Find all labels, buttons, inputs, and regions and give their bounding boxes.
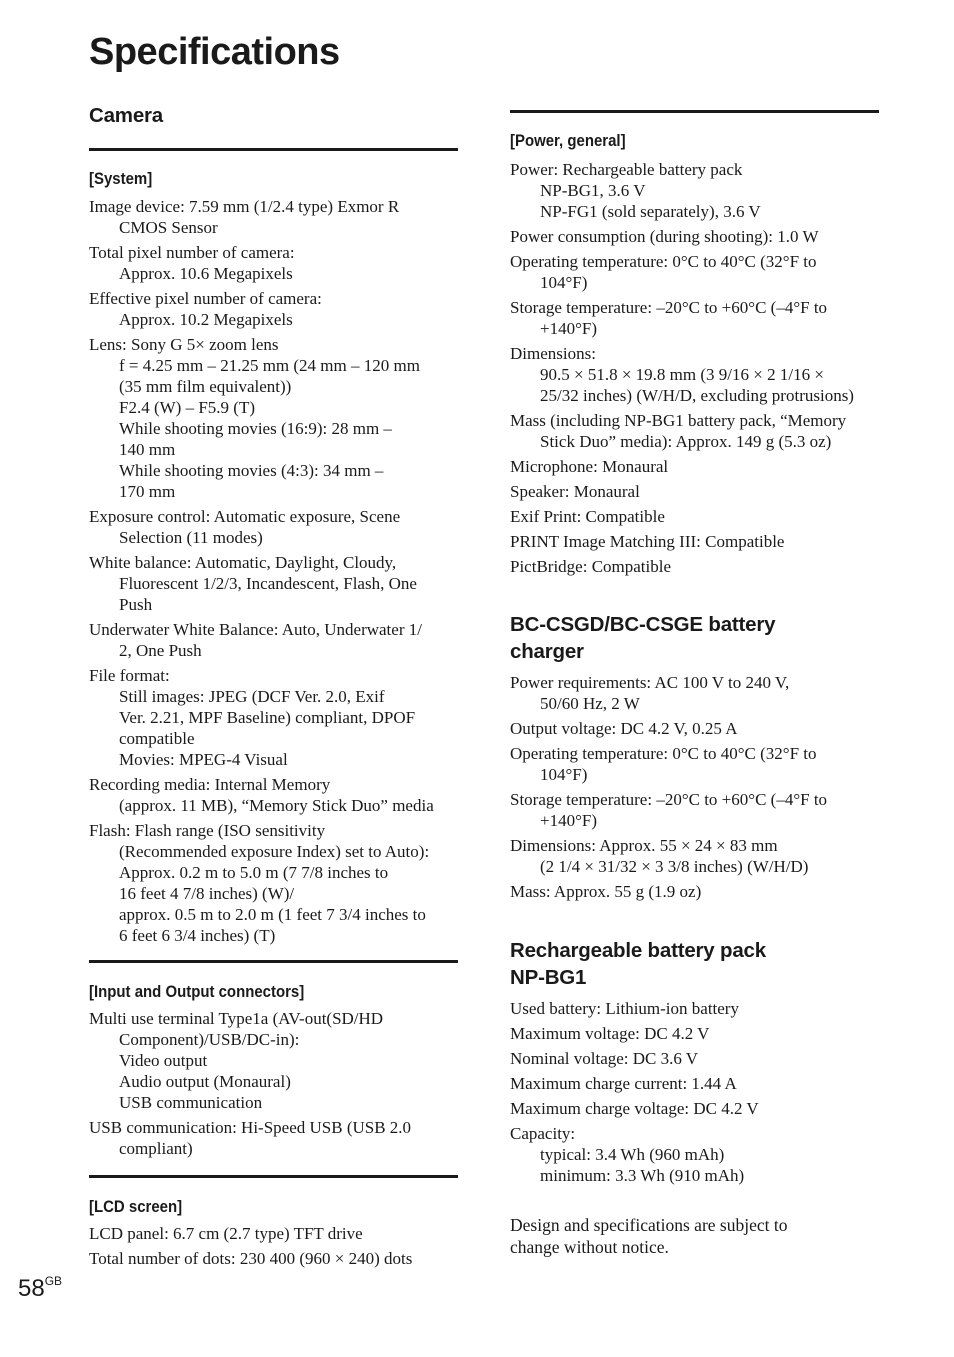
spec-continuation-line: (approx. 11 MB), “Memory Stick Duo” media bbox=[119, 796, 434, 815]
spec-continuation-line: Approx. 10.6 Megapixels bbox=[119, 264, 293, 283]
section-divider bbox=[89, 1175, 458, 1178]
battery-spec-list bbox=[510, 998, 890, 1190]
spec-item bbox=[510, 506, 890, 527]
spec-item bbox=[510, 531, 890, 552]
spec-line: Exposure control: Automatic exposure, Scene bbox=[89, 507, 401, 526]
spec-item bbox=[89, 196, 469, 238]
spec-line: LCD panel: 6.7 cm (2.7 type) TFT drive bbox=[89, 1224, 363, 1243]
footnote-line: Design and specifications are subject to bbox=[510, 1215, 788, 1235]
spec-continuation-line: 6 feet 6 3/4 inches) (T) bbox=[119, 926, 276, 945]
spec-item bbox=[510, 881, 890, 902]
spec-item bbox=[510, 1098, 890, 1119]
spec-line: Capacity: bbox=[510, 1124, 576, 1143]
spec-item bbox=[89, 552, 469, 615]
spec-continuation-line: While shooting movies (4:3): 34 mm – bbox=[119, 461, 384, 480]
section-divider bbox=[510, 110, 879, 113]
spec-item bbox=[510, 1048, 890, 1069]
spec-line: White balance: Automatic, Daylight, Cloudy, bbox=[89, 553, 397, 572]
spec-item bbox=[510, 998, 890, 1019]
spec-continuation-line: CMOS Sensor bbox=[119, 218, 218, 237]
spec-item bbox=[89, 242, 469, 284]
spec-continuation-line: NP-FG1 (sold separately), 3.6 V bbox=[540, 202, 761, 221]
charger-spec-list bbox=[510, 672, 890, 906]
spec-item bbox=[89, 665, 469, 770]
spec-continuation-line: 104°F) bbox=[540, 273, 588, 292]
page-title: Specifications bbox=[89, 31, 340, 73]
spec-item bbox=[510, 743, 890, 785]
spec-line: Speaker: Monaural bbox=[510, 482, 640, 501]
spec-line: Mass: Approx. 55 g (1.9 oz) bbox=[510, 882, 702, 901]
page-number bbox=[18, 1266, 62, 1304]
spec-line: Flash: Flash range (ISO sensitivity bbox=[89, 821, 326, 840]
spec-line: Power: Rechargeable battery pack bbox=[510, 160, 743, 179]
spec-item bbox=[89, 506, 469, 548]
spec-continuation-line: F2.4 (W) – F5.9 (T) bbox=[119, 398, 255, 417]
spec-continuation-line: Approx. 0.2 m to 5.0 m (7 7/8 inches to bbox=[119, 863, 389, 882]
spec-continuation-line: Fluorescent 1/2/3, Incandescent, Flash, One bbox=[119, 574, 417, 593]
spec-item bbox=[510, 835, 890, 877]
spec-line: Microphone: Monaural bbox=[510, 457, 669, 476]
spec-item bbox=[510, 226, 890, 247]
spec-continuation-line: Video output bbox=[119, 1051, 208, 1070]
spec-continuation-line: Still images: JPEG (DCF Ver. 2.0, Exif bbox=[119, 687, 385, 706]
battery-heading-line: Rechargeable battery pack bbox=[510, 939, 766, 962]
spec-continuation-line: Ver. 2.21, MPF Baseline) compliant, DPOF bbox=[119, 708, 416, 727]
lcd-spec-list bbox=[89, 1223, 469, 1273]
spec-item bbox=[510, 251, 890, 293]
spec-line: Maximum charge voltage: DC 4.2 V bbox=[510, 1099, 759, 1118]
charger-heading-line: charger bbox=[510, 639, 584, 663]
spec-continuation-line: 16 feet 4 7/8 inches) (W)/ bbox=[119, 884, 295, 903]
spec-continuation-line: 140 mm bbox=[119, 440, 176, 459]
section-divider bbox=[89, 960, 458, 963]
spec-line: Total pixel number of camera: bbox=[89, 243, 295, 262]
spec-continuation-line: Movies: MPEG-4 Visual bbox=[119, 750, 288, 769]
spec-line: Dimensions: Approx. 55 × 24 × 83 mm bbox=[510, 836, 778, 855]
io-subheading: [Input and Output connectors] bbox=[89, 982, 305, 1001]
spec-item bbox=[89, 1223, 469, 1244]
spec-line: Power consumption (during shooting): 1.0 W bbox=[510, 227, 819, 246]
spec-line: Maximum charge current: 1.44 A bbox=[510, 1074, 737, 1093]
spec-continuation-line: compliant) bbox=[119, 1139, 193, 1158]
spec-line: Power requirements: AC 100 V to 240 V, bbox=[510, 673, 790, 692]
spec-item bbox=[510, 672, 890, 714]
charger-heading bbox=[510, 612, 775, 665]
spec-item bbox=[510, 456, 890, 477]
spec-item bbox=[510, 1123, 890, 1186]
spec-item bbox=[510, 481, 890, 502]
charger-heading-line: BC-CSGD/BC-CSGE battery bbox=[510, 613, 776, 636]
spec-item bbox=[89, 1248, 469, 1269]
spec-item bbox=[89, 288, 469, 330]
spec-continuation-line: +140°F) bbox=[540, 319, 598, 338]
page-number-suffix: GB bbox=[44, 1274, 63, 1288]
spec-line: PictBridge: Compatible bbox=[510, 557, 672, 576]
spec-continuation-line: USB communication bbox=[119, 1093, 263, 1112]
spec-line: Operating temperature: 0°C to 40°C (32°F to bbox=[510, 252, 817, 271]
system-subheading: [System] bbox=[89, 169, 153, 188]
spec-line: PRINT Image Matching III: Compatible bbox=[510, 532, 785, 551]
spec-line: Multi use terminal Type1a (AV-out(SD/HD bbox=[89, 1009, 384, 1028]
battery-heading-line: NP-BG1 bbox=[510, 965, 587, 989]
spec-line: Maximum voltage: DC 4.2 V bbox=[510, 1024, 710, 1043]
spec-continuation-line: compatible bbox=[119, 729, 195, 748]
spec-continuation-line: 50/60 Hz, 2 W bbox=[540, 694, 640, 713]
spec-line: Lens: Sony G 5× zoom lens bbox=[89, 335, 279, 354]
page-number-value: 58 bbox=[18, 1275, 45, 1302]
spec-item bbox=[510, 1023, 890, 1044]
spec-line: Recording media: Internal Memory bbox=[89, 775, 331, 794]
spec-continuation-line: Push bbox=[119, 595, 153, 614]
spec-line: Storage temperature: –20°C to +60°C (–4°F to bbox=[510, 298, 828, 317]
footnote-line: change without notice. bbox=[510, 1237, 669, 1257]
spec-continuation-line: Stick Duo” media): Approx. 149 g (5.3 oz) bbox=[540, 432, 832, 451]
spec-item bbox=[89, 1117, 469, 1159]
spec-line: Underwater White Balance: Auto, Underwater 1/ bbox=[89, 620, 422, 639]
spec-continuation-line: Selection (11 modes) bbox=[119, 528, 263, 547]
lcd-subheading: [LCD screen] bbox=[89, 1197, 183, 1216]
spec-item bbox=[510, 1073, 890, 1094]
spec-item bbox=[89, 820, 469, 946]
spec-item bbox=[510, 556, 890, 577]
spec-continuation-line: 104°F) bbox=[540, 765, 588, 784]
spec-line: Dimensions: bbox=[510, 344, 596, 363]
spec-continuation-line: f = 4.25 mm – 21.25 mm (24 mm – 120 mm bbox=[119, 356, 420, 375]
spec-continuation-line: Approx. 10.2 Megapixels bbox=[119, 310, 293, 329]
spec-continuation-line: 2, One Push bbox=[119, 641, 202, 660]
spec-item bbox=[510, 410, 890, 452]
spec-line: Exif Print: Compatible bbox=[510, 507, 665, 526]
spec-continuation-line: 25/32 inches) (W/H/D, excluding protrusions) bbox=[540, 386, 854, 405]
spec-line: Nominal voltage: DC 3.6 V bbox=[510, 1049, 699, 1068]
spec-item bbox=[510, 159, 890, 222]
spec-item bbox=[89, 1008, 469, 1113]
io-spec-list bbox=[89, 1008, 469, 1163]
power-spec-list bbox=[510, 159, 890, 581]
battery-heading bbox=[510, 938, 766, 991]
system-spec-list bbox=[89, 196, 469, 950]
section-divider bbox=[89, 148, 458, 151]
spec-item bbox=[510, 789, 890, 831]
spec-item bbox=[510, 297, 890, 339]
spec-line: Storage temperature: –20°C to +60°C (–4°F to bbox=[510, 790, 828, 809]
spec-continuation-line: NP-BG1, 3.6 V bbox=[540, 181, 646, 200]
spec-continuation-line: +140°F) bbox=[540, 811, 598, 830]
footnote bbox=[510, 1214, 890, 1258]
spec-item bbox=[510, 718, 890, 739]
spec-continuation-line: Component)/USB/DC-in): bbox=[119, 1030, 300, 1049]
spec-item bbox=[89, 619, 469, 661]
spec-line: Used battery: Lithium-ion battery bbox=[510, 999, 739, 1018]
spec-line: Effective pixel number of camera: bbox=[89, 289, 322, 308]
spec-line: Total number of dots: 230 400 (960 × 240) dots bbox=[89, 1249, 413, 1268]
spec-continuation-line: (Recommended exposure Index) set to Auto): bbox=[119, 842, 430, 861]
spec-continuation-line: (35 mm film equivalent)) bbox=[119, 377, 292, 396]
spec-line: File format: bbox=[89, 666, 170, 685]
spec-line: Operating temperature: 0°C to 40°C (32°F to bbox=[510, 744, 817, 763]
spec-continuation-line: 170 mm bbox=[119, 482, 176, 501]
spec-line: Mass (including NP-BG1 battery pack, “Memory bbox=[510, 411, 847, 430]
spec-line: Image device: 7.59 mm (1/2.4 type) Exmor R bbox=[89, 197, 400, 216]
spec-item bbox=[89, 774, 469, 816]
spec-item bbox=[510, 343, 890, 406]
spec-line: USB communication: Hi-Speed USB (USB 2.0 bbox=[89, 1118, 412, 1137]
spec-continuation-line: (2 1/4 × 31/32 × 3 3/8 inches) (W/H/D) bbox=[540, 857, 809, 876]
spec-line: Output voltage: DC 4.2 V, 0.25 A bbox=[510, 719, 738, 738]
spec-continuation-line: typical: 3.4 Wh (960 mAh) bbox=[540, 1145, 725, 1164]
spec-continuation-line: approx. 0.5 m to 2.0 m (1 feet 7 3/4 inches to bbox=[119, 905, 426, 924]
spec-continuation-line: 90.5 × 51.8 × 19.8 mm (3 9/16 × 2 1/16 × bbox=[540, 365, 824, 384]
spec-continuation-line: minimum: 3.3 Wh (910 mAh) bbox=[540, 1166, 745, 1185]
camera-heading: Camera bbox=[89, 104, 164, 127]
power-subheading: [Power, general] bbox=[510, 131, 626, 150]
spec-item bbox=[89, 334, 469, 502]
spec-continuation-line: While shooting movies (16:9): 28 mm – bbox=[119, 419, 392, 438]
spec-continuation-line: Audio output (Monaural) bbox=[119, 1072, 291, 1091]
